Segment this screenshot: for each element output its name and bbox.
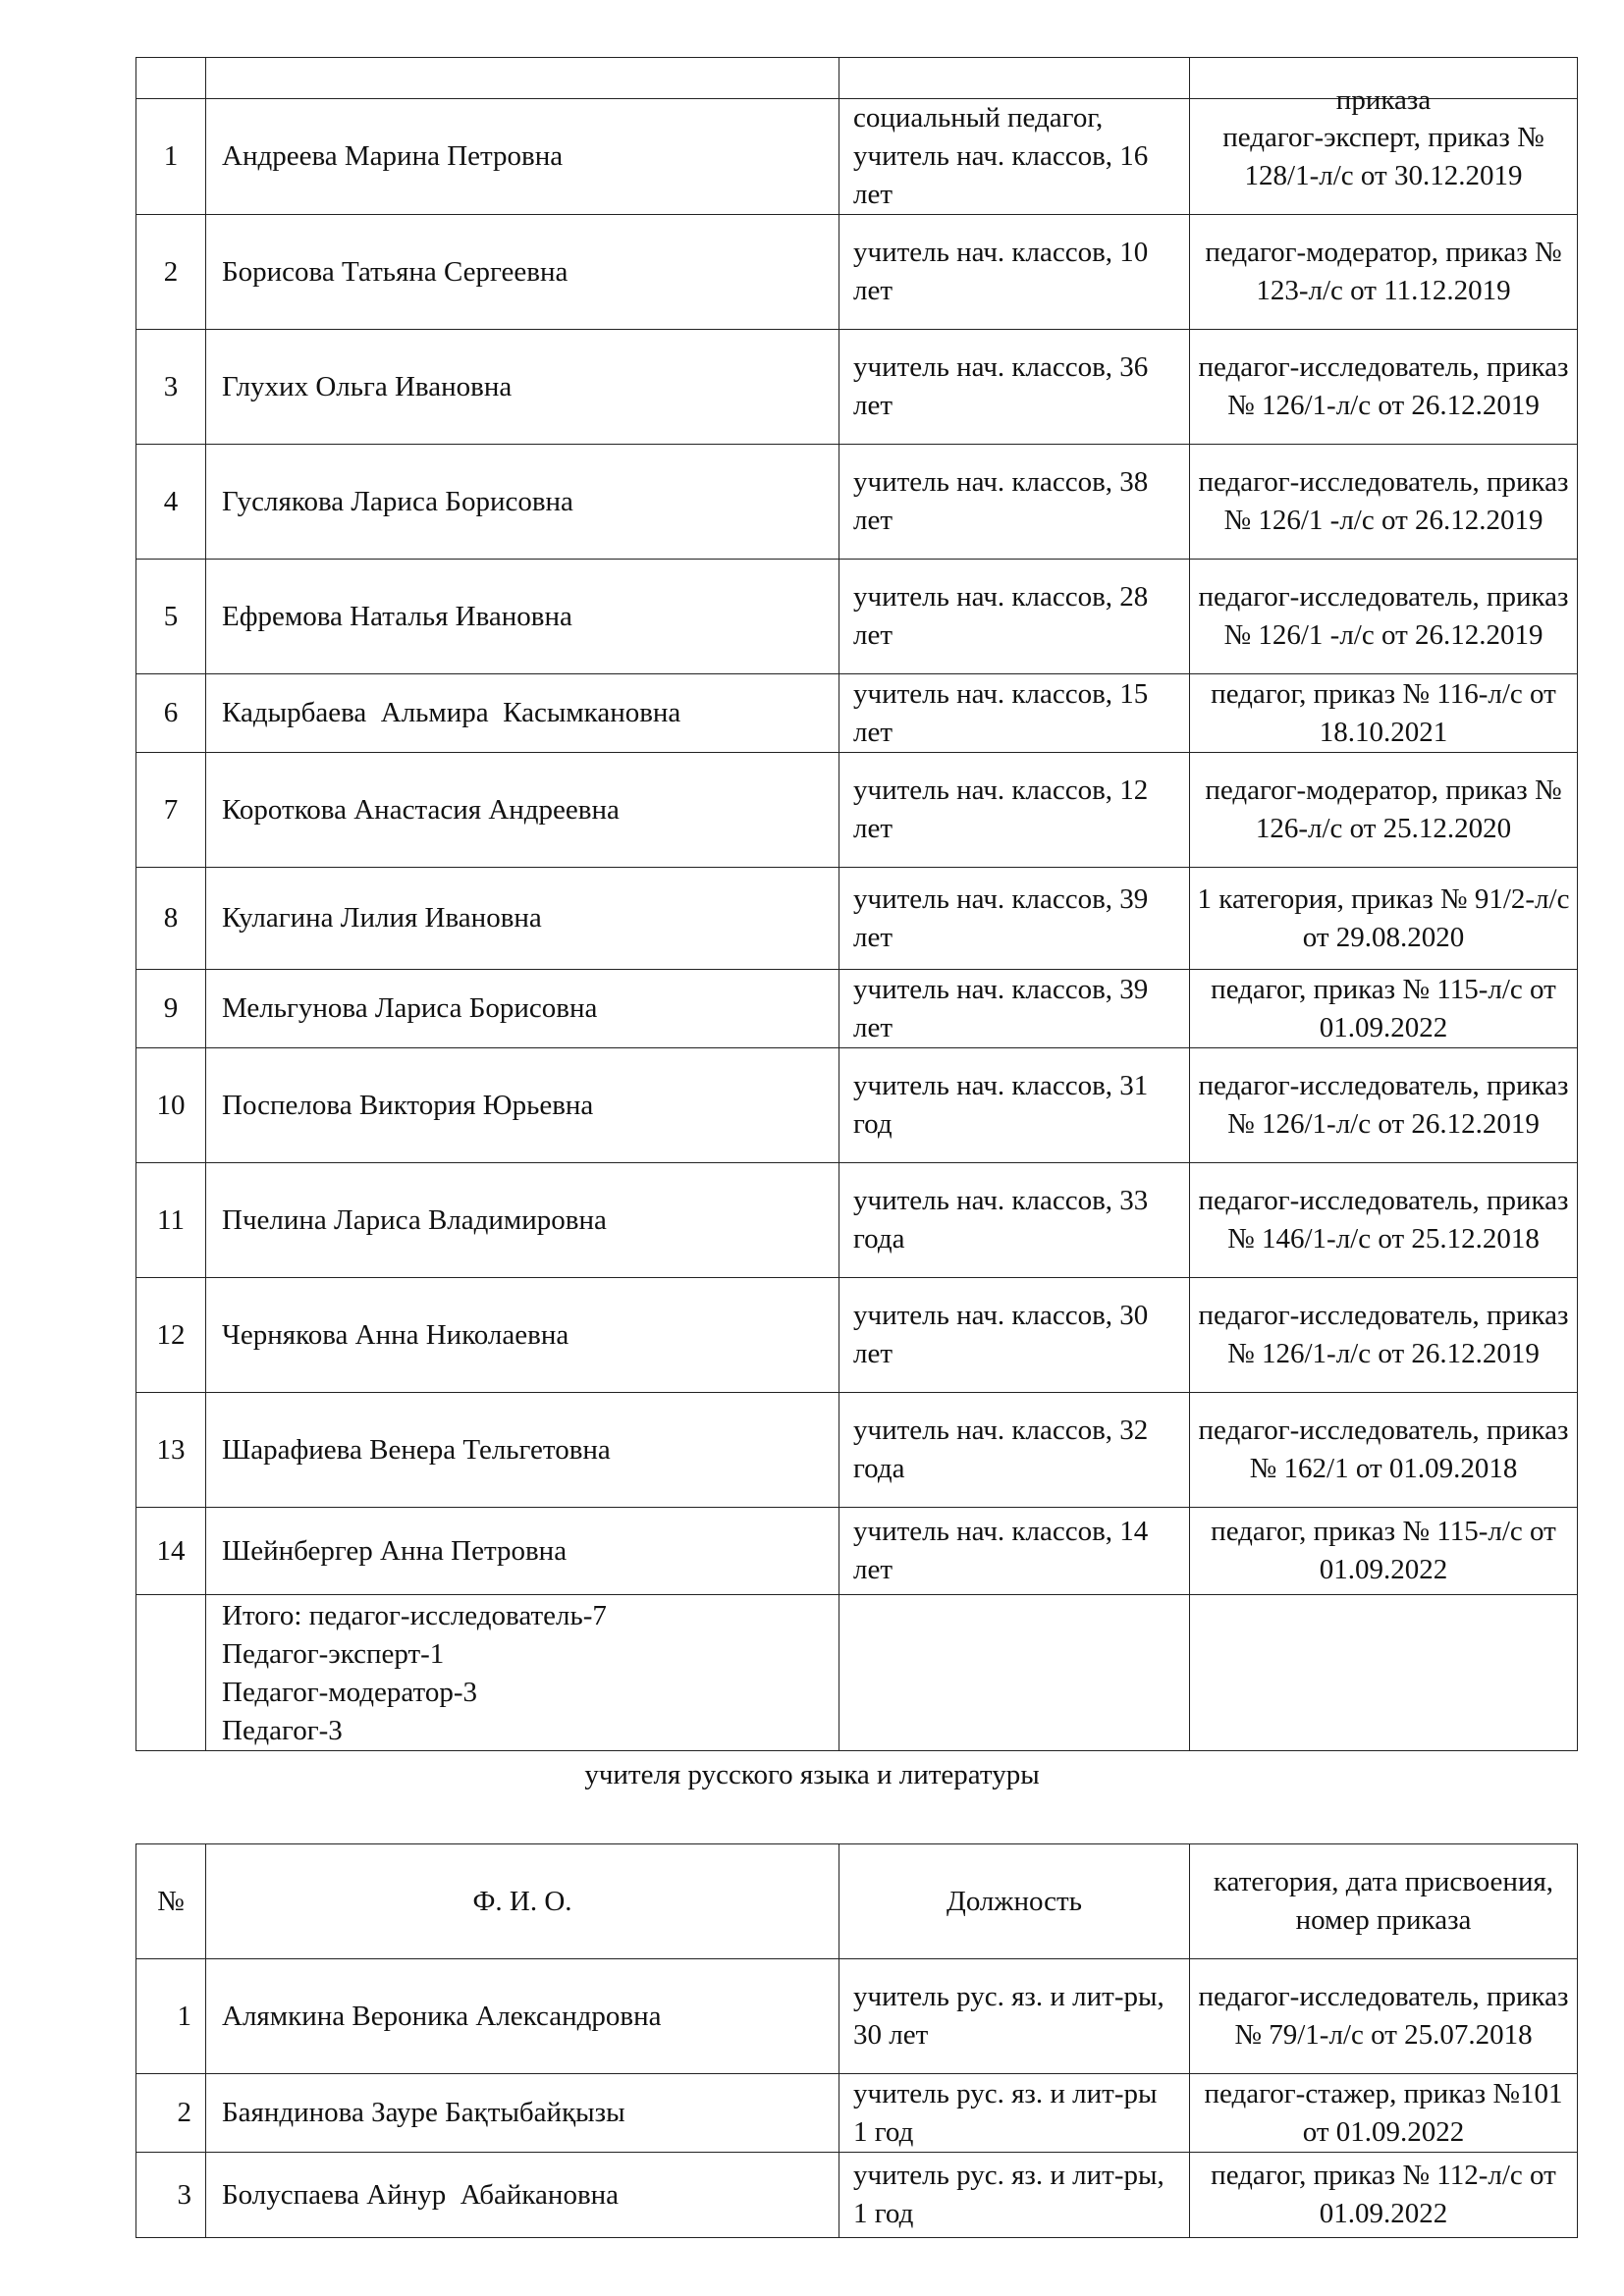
row-number: 1 (136, 99, 206, 215)
teacher-category: педагог, приказ № 112-л/с от 01.09.2022 (1190, 2153, 1578, 2238)
teacher-position: учитель нач. классов, 38 лет (839, 445, 1190, 560)
teacher-position: учитель нач. классов, 32 года (839, 1393, 1190, 1508)
teacher-category: педагог, приказ № 116-л/с от 18.10.2021 (1190, 674, 1578, 753)
row-number: 4 (136, 445, 206, 560)
teacher-position: учитель нач. классов, 31 год (839, 1048, 1190, 1163)
table-row (136, 330, 1578, 445)
teacher-position: социальный педагог, учитель нач. классов, 16 лет (839, 99, 1190, 215)
teacher-position: учитель нач. классов, 39 лет (839, 868, 1190, 970)
table-row (136, 1048, 1578, 1163)
teacher-position: учитель нач. классов, 33 года (839, 1163, 1190, 1278)
table-row (136, 753, 1578, 868)
table-row (136, 1163, 1578, 1278)
table-row (136, 1959, 1578, 2074)
teacher-name: Короткова Анастасия Андреевна (206, 753, 839, 868)
teacher-category: педагог-исследователь, приказ № 126/1 -л/с от 26.12.2019 (1190, 445, 1578, 560)
teacher-position: учитель нач. классов, 36 лет (839, 330, 1190, 445)
row-number: 3 (136, 330, 206, 445)
teacher-name: Мельгунова Лариса Борисовна (206, 970, 839, 1048)
total-moderator: Педагог-модератор-3 (222, 1677, 477, 1708)
table-header-row (136, 1844, 1578, 1959)
section-caption: учителя русского языка и литературы (584, 1759, 1040, 1790)
row-number: 5 (136, 560, 206, 674)
teacher-category: педагог-модератор, приказ № 126-л/с от 25.12.2020 (1190, 753, 1578, 868)
teacher-name: Баяндинова Зауре Бақтыбайқызы (206, 2074, 839, 2153)
teacher-category: педагог-исследователь, приказ № 162/1 от 01.09.2018 (1190, 1393, 1578, 1508)
teacher-position: учитель нач. классов, 14 лет (839, 1508, 1190, 1595)
teacher-position: учитель рус. яз. и лит-ры 1 год (839, 2074, 1190, 2153)
total-expert: Педагог-эксперт-1 (222, 1638, 445, 1670)
totals-row (136, 1595, 1578, 1751)
total-teacher: Педагог-3 (222, 1715, 343, 1746)
teacher-name: Кадырбаева Альмира Касымкановна (206, 674, 839, 753)
teacher-name: Болуспаева Айнур Абайкановна (206, 2153, 839, 2238)
teacher-name: Глухих Ольга Ивановна (206, 330, 839, 445)
row-number: 6 (136, 674, 206, 753)
teacher-category: педагог-исследователь, приказ № 126/1 -л/с от 26.12.2019 (1190, 560, 1578, 674)
teacher-name: Андреева Марина Петровна (206, 99, 839, 215)
teacher-position: учитель нач. классов, 28 лет (839, 560, 1190, 674)
table-row (136, 1393, 1578, 1508)
totals-number-cell (136, 1595, 206, 1751)
table-row (136, 215, 1578, 330)
header-cell (206, 58, 839, 99)
teacher-category: педагог-исследователь, приказ № 79/1-л/с от 25.07.2018 (1190, 1959, 1578, 2074)
teacher-name: Чернякова Анна Николаевна (206, 1278, 839, 1393)
row-number: 11 (136, 1163, 206, 1278)
table-row (136, 868, 1578, 970)
teacher-category: педагог-эксперт, приказ № 128/1-л/с от 30.12.2019 (1190, 99, 1578, 215)
teacher-category: педагог-стажер, приказ №101 от 01.09.2022 (1190, 2074, 1578, 2153)
table-header-continuation-row (136, 58, 1578, 99)
table-row (136, 674, 1578, 753)
header-fragment: приказа (1335, 84, 1432, 116)
teacher-position: учитель рус. яз. и лит-ры, 30 лет (839, 1959, 1190, 2074)
row-number: 9 (136, 970, 206, 1048)
table-row (136, 2153, 1578, 2238)
teacher-position: учитель нач. классов, 30 лет (839, 1278, 1190, 1393)
row-number: 2 (136, 215, 206, 330)
teacher-name: Кулагина Лилия Ивановна (206, 868, 839, 970)
row-number: 10 (136, 1048, 206, 1163)
column-header-position: Должность (839, 1844, 1190, 1959)
row-number: 1 (136, 1959, 206, 2074)
teacher-name: Шейнбергер Анна Петровна (206, 1508, 839, 1595)
teacher-name: Ефремова Наталья Ивановна (206, 560, 839, 674)
total-researcher: Итого: педагог-исследователь-7 (222, 1600, 607, 1631)
teacher-category: педагог-исследователь, приказ № 126/1-л/с от 26.12.2019 (1190, 1278, 1578, 1393)
table-row (136, 2074, 1578, 2153)
teacher-category: педагог-модератор, приказ № 123-л/с от 11.12.2019 (1190, 215, 1578, 330)
table-row (136, 1508, 1578, 1595)
teachers-table-russian (135, 1843, 1578, 2238)
header-cell (839, 58, 1190, 99)
row-number: 7 (136, 753, 206, 868)
table-row (136, 970, 1578, 1048)
header-cell (1190, 58, 1578, 116)
teacher-category: педагог-исследователь, приказ № 126/1-л/с от 26.12.2019 (1190, 1048, 1578, 1163)
column-header-category: категория, дата присвоения, номер приказа (1190, 1844, 1578, 1959)
teacher-position: учитель рус. яз. и лит-ры, 1 год (839, 2153, 1190, 2238)
table-row (136, 1278, 1578, 1393)
row-number: 2 (136, 2074, 206, 2153)
row-number: 3 (136, 2153, 206, 2238)
teacher-category: педагог, приказ № 115-л/с от 01.09.2022 (1190, 1508, 1578, 1595)
totals-cell (206, 1595, 839, 1751)
teacher-position: учитель нач. классов, 10 лет (839, 215, 1190, 330)
teacher-category: 1 категория, приказ № 91/2-л/с от 29.08.2020 (1190, 868, 1578, 970)
totals-category-cell (1190, 1595, 1578, 1751)
totals-position-cell (839, 1595, 1190, 1751)
teacher-name: Борисова Татьяна Сергеевна (206, 215, 839, 330)
row-number: 12 (136, 1278, 206, 1393)
teacher-position: учитель нач. классов, 15 лет (839, 674, 1190, 753)
teacher-position: учитель нач. классов, 12 лет (839, 753, 1190, 868)
teachers-table-primary (135, 57, 1578, 1751)
table-row (136, 445, 1578, 560)
teacher-category: педагог, приказ № 115-л/с от 01.09.2022 (1190, 970, 1578, 1048)
teacher-name: Алямкина Вероника Александровна (206, 1959, 839, 2074)
teacher-category: педагог-исследователь, приказ № 146/1-л/с от 25.12.2018 (1190, 1163, 1578, 1278)
teacher-name: Шарафиева Венера Тельгетовна (206, 1393, 839, 1508)
row-number: 8 (136, 868, 206, 970)
header-cell (136, 58, 206, 99)
teacher-category: педагог-исследователь, приказ № 126/1-л/с от 26.12.2019 (1190, 330, 1578, 445)
teacher-name: Гуслякова Лариса Борисовна (206, 445, 839, 560)
table-row (136, 560, 1578, 674)
teacher-name: Пчелина Лариса Владимировна (206, 1163, 839, 1278)
row-number: 14 (136, 1508, 206, 1595)
row-number: 13 (136, 1393, 206, 1508)
column-header-name: Ф. И. О. (206, 1844, 839, 1959)
teacher-position: учитель нач. классов, 39 лет (839, 970, 1190, 1048)
column-header-number: № (136, 1844, 206, 1959)
table1-body (136, 99, 1578, 1751)
teacher-name: Поспелова Виктория Юрьевна (206, 1048, 839, 1163)
